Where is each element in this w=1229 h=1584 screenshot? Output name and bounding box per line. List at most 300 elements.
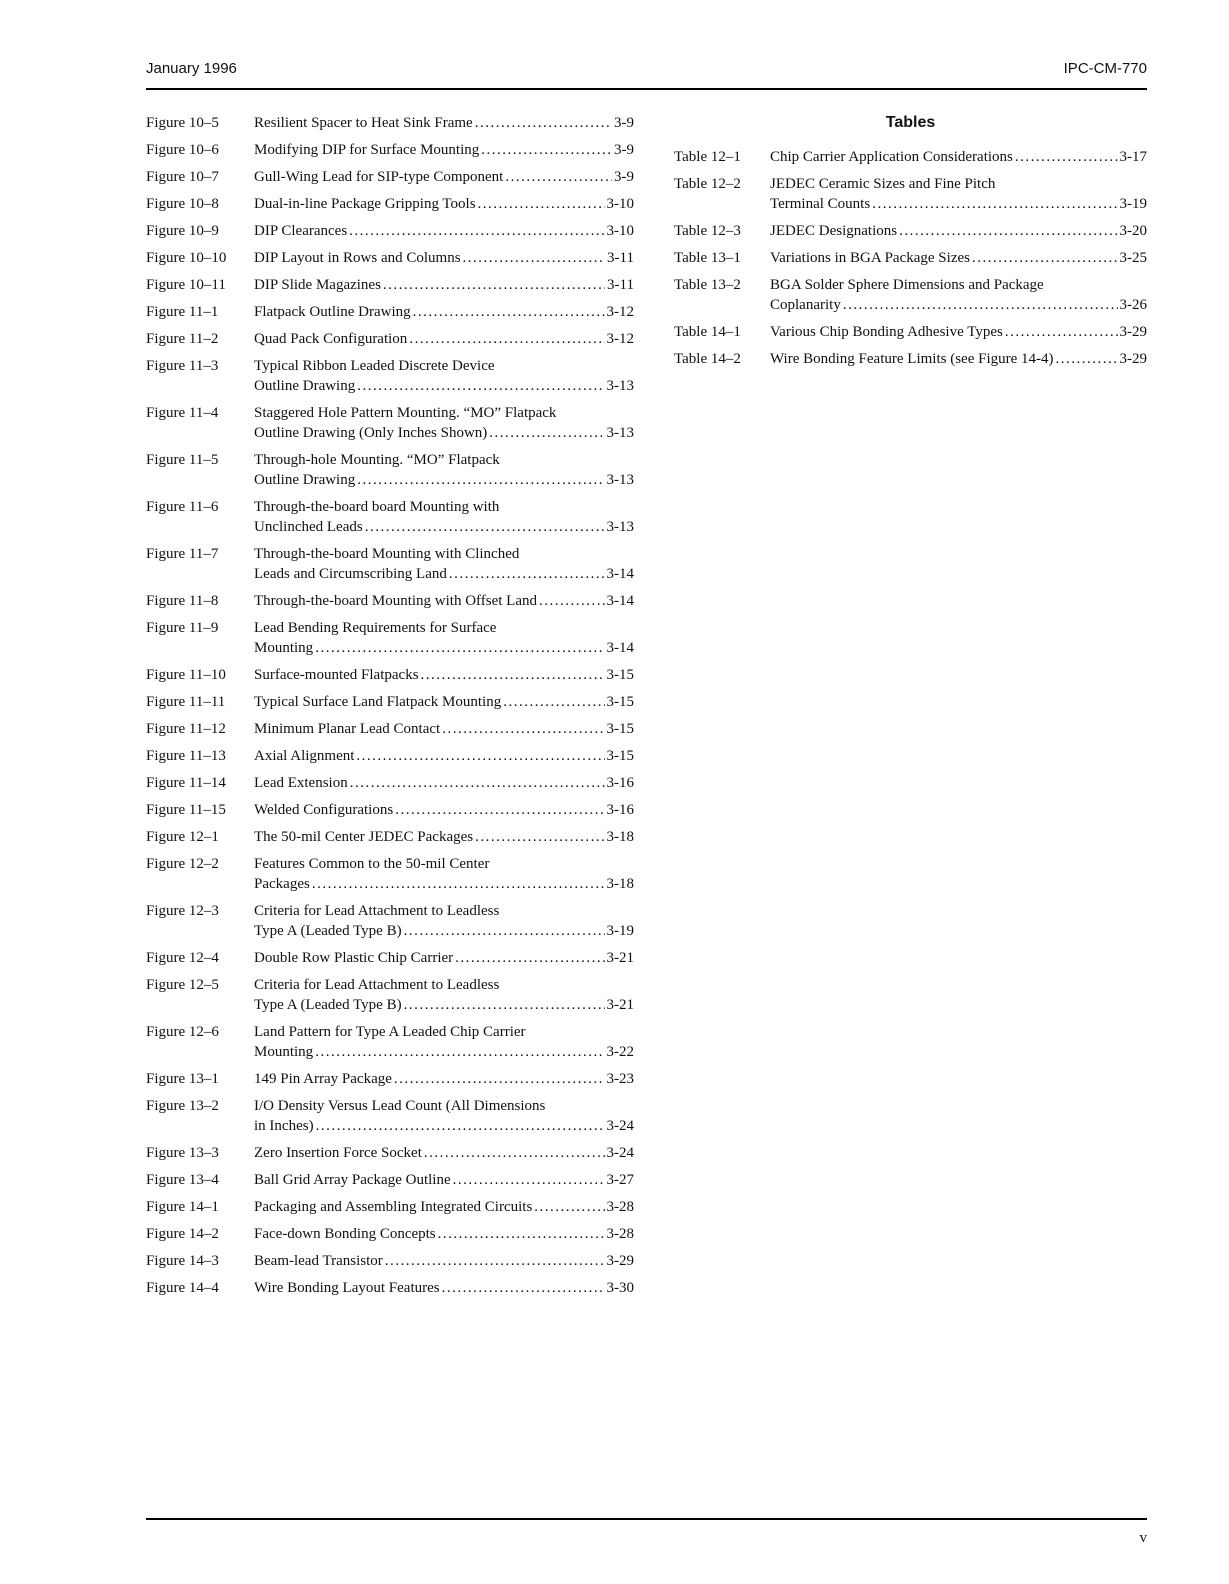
dot-leader: [315, 638, 604, 658]
dot-leader: [475, 827, 604, 847]
toc-entry: [146, 497, 634, 537]
dot-leader: [365, 517, 605, 537]
entry-label: Figure 11–14: [146, 775, 226, 791]
entry-last-line: [254, 167, 634, 187]
entry-label: Table 13–2: [674, 277, 741, 293]
entry-label: Figure 11–11: [146, 694, 226, 710]
toc-entry: [146, 1096, 634, 1136]
entry-page-number: 3-19: [606, 923, 634, 939]
entry-title-line: Through-the-board Mounting with Clinched: [254, 546, 520, 562]
dot-leader: [395, 800, 604, 820]
entry-label: Figure 10–8: [146, 196, 219, 212]
dot-leader: [872, 194, 1117, 214]
entry-page-number: 3-18: [606, 829, 634, 845]
entry-title: Type A (Leaded Type B): [254, 923, 402, 939]
tables-heading: Tables: [885, 114, 936, 131]
entry-page-number: 3-25: [1119, 250, 1147, 266]
toc-entry: [146, 167, 634, 187]
entry-page-number: 3-9: [614, 142, 634, 158]
entry-label: Table 12–3: [674, 223, 741, 239]
entry-title: Beam-lead Transistor: [254, 1253, 383, 1269]
entry-label: Figure 11–2: [146, 331, 219, 347]
entry-last-line: [254, 113, 634, 133]
entry-last-line: [254, 194, 634, 214]
entry-label: Figure 12–4: [146, 950, 219, 966]
entry-body: [254, 1022, 634, 1062]
entry-label: Figure 12–5: [146, 977, 219, 993]
entry-title: Packages: [254, 876, 310, 892]
entry-title-line: Through-hole Mounting. “MO” Flatpack: [254, 452, 500, 468]
entry-title: Coplanarity: [770, 297, 841, 313]
entry-title: DIP Layout in Rows and Columns: [254, 250, 461, 266]
toc-entry: [146, 1170, 634, 1190]
entry-title: in Inches): [254, 1118, 314, 1134]
dot-leader: [394, 1069, 605, 1089]
entry-label: Figure 11–6: [146, 499, 219, 515]
entry-label: Figure 12–1: [146, 829, 219, 845]
dot-leader: [453, 1170, 605, 1190]
dot-leader: [404, 921, 605, 941]
toc-entry: [146, 221, 634, 241]
entry-label: Figure 11–1: [146, 304, 219, 320]
toc-entry: [146, 773, 634, 793]
entry-label: Figure 11–12: [146, 721, 226, 737]
entry-page-number: 3-21: [606, 950, 634, 966]
dot-leader: [449, 564, 605, 584]
entry-title-line: Features Common to the 50-mil Center: [254, 856, 490, 872]
entry-body: [770, 147, 1147, 167]
entry-page-number: 3-21: [606, 997, 634, 1013]
entry-title: Ball Grid Array Package Outline: [254, 1172, 451, 1188]
entry-page-number: 3-16: [606, 775, 634, 791]
toc-entry: [146, 800, 634, 820]
entry-body: [770, 221, 1147, 241]
entry-title: Leads and Circumscribing Land: [254, 566, 447, 582]
entry-title-line: I/O Density Versus Lead Count (All Dimensions: [254, 1098, 546, 1114]
entry-label: Figure 11–8: [146, 593, 219, 609]
entry-label: Figure 11–4: [146, 405, 219, 421]
toc-entry: [146, 544, 634, 584]
entry-page-number: 3-10: [606, 223, 634, 239]
entry-body: [254, 665, 634, 685]
entry-title-line: Land Pattern for Type A Leaded Chip Carrier: [254, 1024, 526, 1040]
entry-body: [254, 221, 634, 241]
dot-leader: [383, 275, 605, 295]
dot-leader: [463, 248, 606, 268]
dot-leader: [424, 1143, 605, 1163]
entry-page-number: 3-29: [606, 1253, 634, 1269]
entry-label: Figure 14–2: [146, 1226, 219, 1242]
entry-label: Figure 11–9: [146, 620, 219, 636]
toc-entry: [674, 349, 1147, 369]
toc-entry: [146, 1143, 634, 1163]
entry-body: [254, 692, 634, 712]
entry-label: Table 13–1: [674, 250, 741, 266]
entry-title: Terminal Counts: [770, 196, 871, 212]
entry-title: Outline Drawing: [254, 472, 356, 488]
dot-leader: [489, 423, 604, 443]
entry-body: [254, 544, 634, 584]
toc-entry: [674, 322, 1147, 342]
entry-body: [770, 174, 1147, 214]
entry-label: Figure 12–6: [146, 1024, 219, 1040]
entry-last-line: [770, 221, 1147, 241]
dot-leader: [442, 719, 604, 739]
entry-page-number: 3-14: [606, 593, 634, 609]
entry-body: [770, 322, 1147, 342]
entry-last-line: [254, 1069, 634, 1089]
entry-label: Figure 13–2: [146, 1098, 219, 1114]
entry-title: Minimum Planar Lead Contact: [254, 721, 441, 737]
entry-last-line: [254, 376, 634, 396]
entry-page-number: 3-30: [606, 1280, 634, 1296]
entry-body: [254, 948, 634, 968]
entry-label: Figure 11–13: [146, 748, 226, 764]
toc-entry: [146, 1278, 634, 1298]
entry-body: [254, 140, 634, 160]
toc-entry: [146, 1069, 634, 1089]
entry-last-line: [254, 874, 634, 894]
dot-leader: [475, 113, 612, 133]
dot-leader: [442, 1278, 605, 1298]
dot-leader: [409, 329, 604, 349]
entry-last-line: [254, 1143, 634, 1163]
entry-label: Table 12–2: [674, 176, 741, 192]
dot-leader: [1005, 322, 1118, 342]
toc-entry: [146, 975, 634, 1015]
entry-page-number: 3-22: [606, 1044, 634, 1060]
entry-body: [254, 450, 634, 490]
entry-label: Figure 11–10: [146, 667, 226, 683]
entry-label: Figure 11–3: [146, 358, 219, 374]
entry-page-number: 3-24: [606, 1118, 634, 1134]
entry-last-line: [254, 329, 634, 349]
entry-last-line: [254, 517, 634, 537]
toc-entry: [146, 948, 634, 968]
dot-leader: [421, 665, 605, 685]
entry-last-line: [254, 692, 634, 712]
entry-body: [254, 275, 634, 295]
entry-label: Table 12–1: [674, 149, 741, 165]
entry-page-number: 3-26: [1119, 297, 1147, 313]
entry-body: [254, 1143, 634, 1163]
entry-last-line: [770, 248, 1147, 268]
entry-last-line: [254, 827, 634, 847]
entry-title: Zero Insertion Force Socket: [254, 1145, 422, 1161]
dot-leader: [385, 1251, 605, 1271]
entry-page-number: 3-15: [606, 667, 634, 683]
dot-leader: [413, 302, 605, 322]
entry-page-number: 3-15: [606, 694, 634, 710]
toc-entry: [146, 403, 634, 443]
entry-page-number: 3-16: [606, 802, 634, 818]
entry-body: [254, 773, 634, 793]
entry-body: [254, 302, 634, 322]
entry-label: Figure 11–15: [146, 802, 226, 818]
dot-leader: [356, 746, 604, 766]
entry-label: Figure 14–3: [146, 1253, 219, 1269]
entry-page-number: 3-29: [1119, 351, 1147, 367]
header-date: January 1996: [146, 60, 237, 77]
entry-page-number: 3-12: [606, 331, 634, 347]
entry-last-line: [254, 1278, 634, 1298]
dot-leader: [534, 1197, 604, 1217]
entry-title: Chip Carrier Application Considerations: [770, 149, 1013, 165]
entry-label: Figure 10–5: [146, 115, 219, 131]
entry-label: Figure 13–4: [146, 1172, 219, 1188]
entry-title-line: Lead Bending Requirements for Surface: [254, 620, 497, 636]
entry-body: [254, 1251, 634, 1271]
dot-leader: [357, 470, 604, 490]
entry-page-number: 3-11: [607, 277, 634, 293]
entry-last-line: [254, 591, 634, 611]
entry-last-line: [254, 773, 634, 793]
entry-last-line: [254, 921, 634, 941]
entry-label: Figure 14–4: [146, 1280, 219, 1296]
entry-body: [254, 497, 634, 537]
entry-title: DIP Clearances: [254, 223, 348, 239]
entry-title: Resilient Spacer to Heat Sink Frame: [254, 115, 473, 131]
entry-body: [254, 194, 634, 214]
entry-page-number: 3-10: [606, 196, 634, 212]
entry-title: JEDEC Designations: [770, 223, 898, 239]
entry-label: Figure 10–11: [146, 277, 226, 293]
entry-page-number: 3-28: [606, 1199, 634, 1215]
entry-body: [254, 1224, 634, 1244]
toc-entry: [146, 692, 634, 712]
entry-title: Outline Drawing: [254, 378, 356, 394]
entry-label: Figure 10–10: [146, 250, 227, 266]
entry-label: Figure 12–3: [146, 903, 219, 919]
entry-label: Table 14–1: [674, 324, 741, 340]
entry-page-number: 3-28: [606, 1226, 634, 1242]
toc-entry: [146, 901, 634, 941]
toc-entry: [146, 719, 634, 739]
toc-entry: [146, 1197, 634, 1217]
entry-page-number: 3-14: [606, 566, 634, 582]
entry-label: Figure 12–2: [146, 856, 219, 872]
dot-leader: [972, 248, 1118, 268]
entry-title-line: Typical Ribbon Leaded Discrete Device: [254, 358, 495, 374]
figures-list: [146, 113, 634, 1298]
dot-leader: [539, 591, 604, 611]
entry-last-line: [254, 248, 634, 268]
entry-body: [254, 591, 634, 611]
entry-body: [254, 827, 634, 847]
entry-page-number: 3-14: [606, 640, 634, 656]
entry-page-number: 3-11: [607, 250, 634, 266]
entry-page-number: 3-13: [606, 472, 634, 488]
entry-title: Surface-mounted Flatpacks: [254, 667, 419, 683]
dot-leader: [1015, 147, 1118, 167]
entry-page-number: 3-13: [606, 378, 634, 394]
entry-last-line: [254, 564, 634, 584]
entry-last-line: [770, 295, 1147, 315]
entry-title-line: Criteria for Lead Attachment to Leadless: [254, 977, 500, 993]
toc-entry: [146, 302, 634, 322]
toc-entry: [146, 827, 634, 847]
entry-page-number: 3-20: [1119, 223, 1147, 239]
entry-title: Flatpack Outline Drawing: [254, 304, 411, 320]
entry-page-number: 3-13: [606, 425, 634, 441]
entry-last-line: [770, 147, 1147, 167]
entry-body: [770, 248, 1147, 268]
entry-label: Figure 11–5: [146, 452, 219, 468]
toc-entry: [674, 248, 1147, 268]
entry-body: [254, 975, 634, 1015]
entry-body: [254, 248, 634, 268]
dot-leader: [315, 1042, 604, 1062]
entry-body: [254, 356, 634, 396]
entry-last-line: [254, 638, 634, 658]
entry-last-line: [254, 995, 634, 1015]
entry-last-line: [254, 1251, 634, 1271]
entry-label: Figure 14–1: [146, 1199, 219, 1215]
entry-body: [254, 403, 634, 443]
entry-last-line: [254, 800, 634, 820]
entry-page-number: 3-9: [614, 115, 634, 131]
tables-list: [674, 147, 1147, 369]
dot-leader: [503, 692, 604, 712]
dot-leader: [843, 295, 1118, 315]
entry-title: DIP Slide Magazines: [254, 277, 381, 293]
header-rule: [146, 88, 1147, 90]
entry-last-line: [254, 1116, 634, 1136]
entry-label: Figure 10–6: [146, 142, 219, 158]
toc-entry: [674, 221, 1147, 241]
entry-label: Figure 13–1: [146, 1071, 219, 1087]
dot-leader: [357, 376, 604, 396]
entry-body: [254, 1069, 634, 1089]
entry-page-number: 3-13: [606, 519, 634, 535]
toc-columns: [146, 113, 1147, 1305]
entry-last-line: [254, 470, 634, 490]
entry-last-line: [254, 719, 634, 739]
entry-last-line: [254, 665, 634, 685]
entry-last-line: [770, 349, 1147, 369]
entry-last-line: [254, 1042, 634, 1062]
entry-last-line: [254, 221, 634, 241]
toc-entry: [146, 591, 634, 611]
dot-leader: [312, 874, 605, 894]
entry-body: [254, 800, 634, 820]
entry-title-line: JEDEC Ceramic Sizes and Fine Pitch: [770, 176, 996, 192]
toc-entry: [146, 618, 634, 658]
entry-title: Type A (Leaded Type B): [254, 997, 402, 1013]
entry-last-line: [254, 140, 634, 160]
entry-page-number: 3-15: [606, 748, 634, 764]
dot-leader: [350, 773, 605, 793]
toc-entry: [674, 275, 1147, 315]
entry-body: [254, 1170, 634, 1190]
toc-entry: [146, 746, 634, 766]
entry-body: [254, 1197, 634, 1217]
entry-body: [254, 1278, 634, 1298]
dot-leader: [1056, 349, 1118, 369]
toc-entry: [674, 174, 1147, 214]
entry-last-line: [770, 194, 1147, 214]
toc-entry: [146, 854, 634, 894]
dot-leader: [899, 221, 1117, 241]
entry-label: Figure 11–7: [146, 546, 219, 562]
entry-body: [254, 167, 634, 187]
entry-title-line: Criteria for Lead Attachment to Leadless: [254, 903, 500, 919]
dot-leader: [505, 167, 612, 187]
entry-page-number: 3-24: [606, 1145, 634, 1161]
entry-body: [254, 329, 634, 349]
toc-entry: [146, 1224, 634, 1244]
entry-title: Welded Configurations: [254, 802, 394, 818]
entry-last-line: [254, 1197, 634, 1217]
entry-last-line: [254, 1170, 634, 1190]
entry-body: [254, 113, 634, 133]
entry-title: Dual-in-line Package Gripping Tools: [254, 196, 476, 212]
entry-page-number: 3-18: [606, 876, 634, 892]
entry-body: [254, 746, 634, 766]
entry-title: Outline Drawing (Only Inches Shown): [254, 425, 488, 441]
entry-label: Figure 10–9: [146, 223, 219, 239]
toc-entry: [146, 194, 634, 214]
entry-page-number: 3-9: [614, 169, 634, 185]
dot-leader: [349, 221, 604, 241]
entry-body: [770, 349, 1147, 369]
entry-title: Face-down Bonding Concepts: [254, 1226, 436, 1242]
dot-leader: [404, 995, 605, 1015]
entry-last-line: [770, 322, 1147, 342]
entry-title: Wire Bonding Feature Limits (see Figure 14-4): [770, 351, 1054, 367]
entry-title: Quad Pack Configuration: [254, 331, 408, 347]
entry-body: [254, 1096, 634, 1136]
entry-title-line: Staggered Hole Pattern Mounting. “MO” Flatpack: [254, 405, 557, 421]
toc-entry: [146, 275, 634, 295]
footer-page-number: v: [1139, 1530, 1147, 1546]
entry-title: Typical Surface Land Flatpack Mounting: [254, 694, 502, 710]
entry-last-line: [254, 948, 634, 968]
entry-title: Variations in BGA Package Sizes: [770, 250, 970, 266]
toc-entry: [146, 140, 634, 160]
entry-title: Through-the-board Mounting with Offset Land: [254, 593, 538, 609]
entry-page-number: 3-23: [606, 1071, 634, 1087]
entry-page-number: 3-19: [1119, 196, 1147, 212]
entry-last-line: [254, 275, 634, 295]
entry-title: Various Chip Bonding Adhesive Types: [770, 324, 1003, 340]
entry-title: The 50-mil Center JEDEC Packages: [254, 829, 474, 845]
entry-body: [254, 719, 634, 739]
entry-title: Double Row Plastic Chip Carrier: [254, 950, 454, 966]
entry-page-number: 3-29: [1119, 324, 1147, 340]
dot-leader: [438, 1224, 605, 1244]
entry-body: [254, 854, 634, 894]
toc-entry: [146, 248, 634, 268]
toc-entry: [146, 113, 634, 133]
dot-leader: [316, 1116, 605, 1136]
entry-body: [254, 618, 634, 658]
entry-last-line: [254, 423, 634, 443]
entry-page-number: 3-27: [606, 1172, 634, 1188]
entry-title: Mounting: [254, 640, 314, 656]
entry-title: Axial Alignment: [254, 748, 355, 764]
footer-rule: [146, 1518, 1147, 1520]
figures-column: [146, 113, 634, 1305]
dot-leader: [478, 194, 605, 214]
entry-title: Wire Bonding Layout Features: [254, 1280, 440, 1296]
entry-label: Figure 13–3: [146, 1145, 219, 1161]
entry-body: [254, 901, 634, 941]
entry-page-number: 3-15: [606, 721, 634, 737]
entry-title: Unclinched Leads: [254, 519, 363, 535]
entry-title-line: BGA Solder Sphere Dimensions and Package: [770, 277, 1044, 293]
dot-leader: [481, 140, 612, 160]
